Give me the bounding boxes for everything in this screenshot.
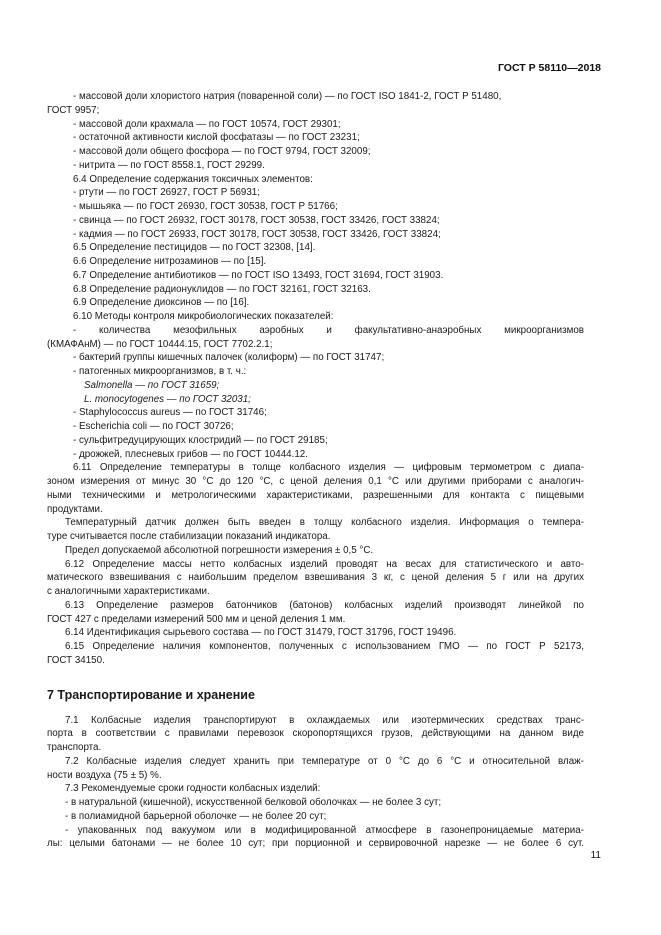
- text-line: 6.6 Определение нитрозаминов — по [15].: [73, 256, 267, 267]
- text-line: - в натуральной (кишечной), искусственной белковой оболочках — не более 3 сут;: [65, 797, 442, 808]
- text-line: транспорта.: [47, 742, 102, 753]
- text-line: 6.8 Определение радионуклидов — по ГОСТ 32161, ГОСТ 32163.: [73, 283, 371, 295]
- text-line: Предел допускаемой абсолютной погрешности измерения ± 0,5 °С.: [65, 544, 374, 556]
- text-line: - массовой доли общего фосфора — по ГОСТ 9794, ГОСТ 32009;: [73, 146, 371, 157]
- text-line: 6.5 Определение пестицидов — по ГОСТ 32308, [14].: [73, 242, 316, 254]
- document-header: ГОСТ Р 58110—2018: [497, 62, 601, 74]
- text-line: зоном измерения от минус 30 °С до 120 °С, с ценой деления 0,1 °С или другими приборами с аналогич-: [47, 476, 584, 487]
- text-line: ГОСТ 34150.: [47, 654, 105, 666]
- text-line: ГОСТ 9957;: [47, 104, 100, 116]
- text-line: - свинца — по ГОСТ 26932, ГОСТ 30178, ГОСТ 30538, ГОСТ 33426, ГОСТ 33824;: [73, 214, 440, 226]
- text-line: - Staphylococcus aureus — по ГОСТ 31746;: [73, 407, 267, 419]
- text-line: 6.14 Идентификация сырьевого состава — по ГОСТ 31479, ГОСТ 31796, ГОСТ 19496.: [65, 627, 457, 639]
- text-line: 7.1 Колбасные изделия транспортируют в охлаждаемых или изотермических средствах транс-: [65, 714, 584, 726]
- page-number: 11: [590, 850, 601, 861]
- text-line: 6.13 Определение размеров батончиков (батонов) колбасных изделий производят линейкой по: [65, 599, 584, 611]
- text-line: 6.7 Определение антибиотиков — по ГОСТ ISO 13493, ГОСТ 31694, ГОСТ 31903.: [73, 269, 444, 281]
- text-line: L. monocytogenes — по ГОСТ 32031;: [84, 393, 251, 405]
- text-line: 7.3 Рекомендуемые сроки годности колбасных изделий:: [65, 783, 321, 795]
- text-line: 6.15 Определение наличия компонентов, полученных с использованием ГМО — по ГОСТ Р 52173,: [65, 641, 584, 652]
- text-line: - патогенных микроорганизмов, в т. ч.:: [73, 366, 247, 377]
- text-line: - остаточной активности кислой фосфатазы — по ГОСТ 23231;: [73, 132, 360, 144]
- text-line: - количества мезофильных аэробных и факультативно-анаэробных микроорганизмов: [73, 324, 584, 336]
- text-line: ными техническими и метрологическими характеристиками, разрешенными для контакта с пищевыми: [47, 489, 584, 501]
- text-line: Salmonella — по ГОСТ 31659;: [84, 379, 220, 391]
- text-line: Температурный датчик должен быть введен в толщу колбасного изделия. Информация о темпера-: [65, 517, 584, 529]
- text-line: 7.2 Колбасные изделия следует хранить при температуре от 0 °С до 6 °С и относительной влаж-: [65, 755, 584, 767]
- text-line: 6.9 Определение диоксинов — по [16].: [73, 297, 250, 309]
- text-line: ности воздуха (75 ± 5) %.: [47, 769, 162, 781]
- text-line: продуктами.: [47, 503, 103, 515]
- text-line: с аналогичными характеристиками.: [47, 586, 210, 597]
- text-line: порта в соответствии с правилами перевозок скоропортящихся грузов, действующими на данном виде: [47, 728, 584, 740]
- text-line: - массовой доли хлористого натрия (поваренной соли) — по ГОСТ ISO 1841-2, ГОСТ Р 51480,: [73, 91, 502, 102]
- text-line: - кадмия — по ГОСТ 26933, ГОСТ 30178, ГОСТ 30538, ГОСТ 33426, ГОСТ 33824;: [73, 228, 441, 240]
- text-line: 6.10 Методы контроля микробиологических показателей:: [73, 311, 334, 322]
- text-line: - мышьяка — по ГОСТ 26930, ГОСТ 30538, ГОСТ Р 51766;: [73, 201, 338, 212]
- text-line: - дрожжей, плесневых грибов — по ГОСТ 10444.12.: [73, 448, 308, 460]
- text-line: - массовой доли крахмала — по ГОСТ 10574, ГОСТ 29301;: [73, 118, 341, 130]
- text-line: 6.12 Определение массы нетто колбасных изделий проводят на весах для статистического и авто-: [65, 558, 584, 570]
- text-line: ГОСТ 427 с пределами измерений 500 мм и ценой деления 1 мм.: [47, 613, 346, 625]
- text-line: - нитрита — по ГОСТ 8558.1, ГОСТ 29299.: [73, 159, 265, 171]
- text-line: матического взвешивания с наибольшим пределом взвешивания 3 кг, с ценой деления 5 г или на других: [47, 572, 584, 584]
- text-line: - Escherichia coli — по ГОСТ 30726;: [73, 421, 234, 432]
- text-line: туре считывается после стабилизации показаний индикатора.: [47, 531, 331, 542]
- text-line: (КМАФАнМ) — по ГОСТ 10444.15, ГОСТ 7702.2.1;: [47, 338, 273, 350]
- text-line: - упакованных под вакуумом или в модифицированной атмосфере в газонепроницаемые материа-: [65, 824, 584, 836]
- section-title: 7 Транспортирование и хранение: [47, 687, 255, 702]
- text-line: лы: целыми батонами — не более 10 сут; при порционной и сервировочной нарезке — не более 6 сут.: [47, 838, 584, 850]
- text-line: 6.11 Определение температуры в толще колбасного изделия — цифровым термометром с диапа-: [73, 462, 584, 474]
- document-body: [47, 90, 584, 851]
- text-line: 6.4 Определение содержания токсичных элементов:: [73, 173, 313, 185]
- text-line: - ртути — по ГОСТ 26927, ГОСТ Р 56931;: [73, 187, 260, 199]
- text-line: - бактерий группы кишечных палочек (колиформ) — по ГОСТ 31747;: [73, 352, 385, 364]
- text-line: - сульфитредуцирующих клостридий — по ГОСТ 29185;: [73, 434, 328, 446]
- text-line: - в полиамидной барьерной оболочке — не более 20 сут;: [65, 810, 327, 822]
